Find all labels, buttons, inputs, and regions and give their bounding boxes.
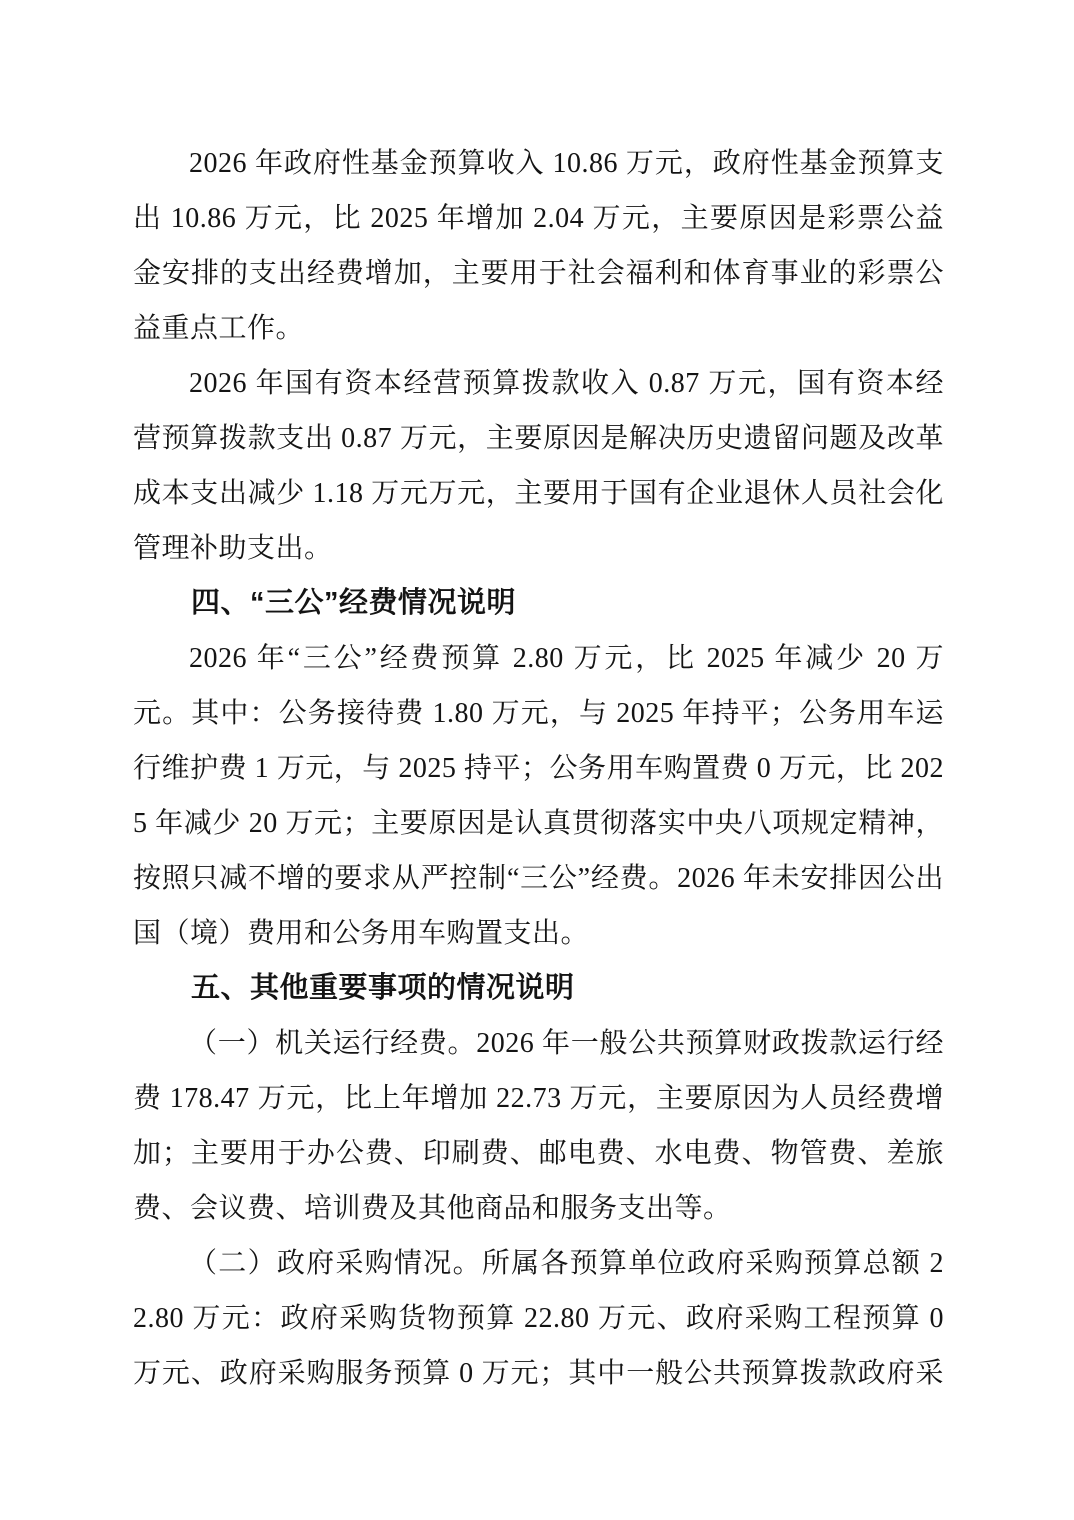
paragraph-three-public-funds-detail: 2026 年“三公”经费预算 2.80 万元，比 2025 年减少 20 万元。其中：公务接待费 1.80 万元，与 2025 年持平；公务用车运行维护费 1 万元，与 2025 持平；公务用车购置费 0 万元，比 2025 年减少 20 万元；主要原因是认真贯彻落实中央八项规定精神，按照只减不增的要求从严控制“三公”经费。2026 年未安排因公出国（境）费用和公务用车购置支出。	[133, 643, 944, 949]
paragraph-government-procurement: （二）政府采购情况。所属各预算单位政府采购预算总额 22.80 万元：政府采购货物预算 22.80 万元、政府采购工程预算 0 万元、政府采购服务预算 0 万元；其中一般公共预算拨款政府采	[133, 1248, 944, 1389]
paragraph-gov-fund-budget: 2026 年政府性基金预算收入 10.86 万元，政府性基金预算支出 10.86 万元，比 2025 年增加 2.04 万元，主要原因是彩票公益金安排的支出经费增加，主要用于社会福利和体育事业的彩票公益重点工作。	[133, 148, 944, 344]
section-heading-three-public-funds: 四、“三公”经费情况说明	[191, 587, 517, 619]
section-heading-other-important-matters: 五、其他重要事项的情况说明	[191, 972, 575, 1004]
paragraph-state-capital-budget: 2026 年国有资本经营预算拨款收入 0.87 万元，国有资本经营预算拨款支出 0.87 万元，主要原因是解决历史遗留问题及改革成本支出减少 1.18 万元万元，主要用于国有企业退休人员社会化管理补助支出。	[133, 368, 944, 564]
paragraph-agency-operating-expenses: （一）机关运行经费。2026 年一般公共预算财政拨款运行经费 178.47 万元，比上年增加 22.73 万元，主要原因为人员经费增加；主要用于办公费、印刷费、邮电费、水电费、物管费、差旅费、会议费、培训费及其他商品和服务支出等。	[133, 1028, 944, 1224]
